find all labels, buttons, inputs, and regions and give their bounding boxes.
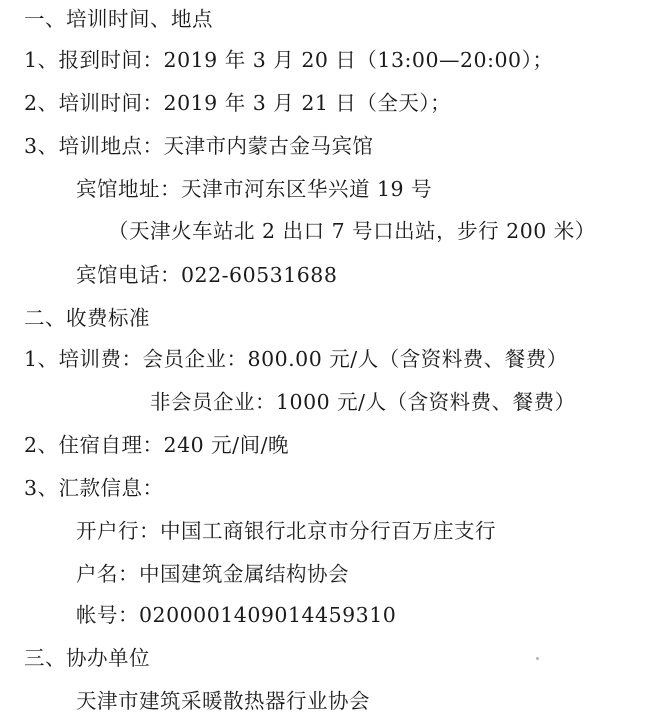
section-heading-fees: 二、收费标准 [24, 306, 150, 330]
hotel-phone: 宾馆电话：022-60531688 [76, 263, 338, 287]
bank-name: 开户行：中国工商银行北京市分行百万庄支行 [76, 519, 496, 543]
co-organizer: 天津市建筑采暖散热器行业协会 [76, 689, 370, 713]
fee-member: 1、培训费：会员企业：800.00 元/人（含资料费、餐费） [24, 347, 568, 371]
fee-nonmember: 非会员企业：1000 元/人（含资料费、餐费） [150, 390, 576, 414]
training-time: 2、培训时间：2019 年 3 月 21 日（全天）； [24, 91, 452, 115]
scan-speck [536, 657, 539, 660]
hotel-address: 宾馆地址：天津市河东区华兴道 19 号 [76, 177, 433, 201]
lodging: 2、住宿自理：240 元/间/晚 [24, 433, 290, 457]
remittance-heading: 3、汇款信息： [24, 476, 164, 500]
training-location: 3、培训地点：天津市内蒙古金马宾馆 [24, 134, 374, 158]
account-number: 帐号：0200001409014459310 [76, 603, 397, 627]
registration-time: 1、报到时间：2019 年 3 月 20 日（13:00—20:00）； [24, 48, 554, 72]
hotel-directions: （天津火车站北 2 出口 7 号口出站，步行 200 米） [108, 219, 596, 243]
section-heading-co-organizer: 三、协办单位 [24, 646, 150, 670]
account-name: 户名：中国建筑金属结构协会 [76, 562, 349, 586]
section-heading-training-time-place: 一、培训时间、地点 [24, 7, 213, 31]
